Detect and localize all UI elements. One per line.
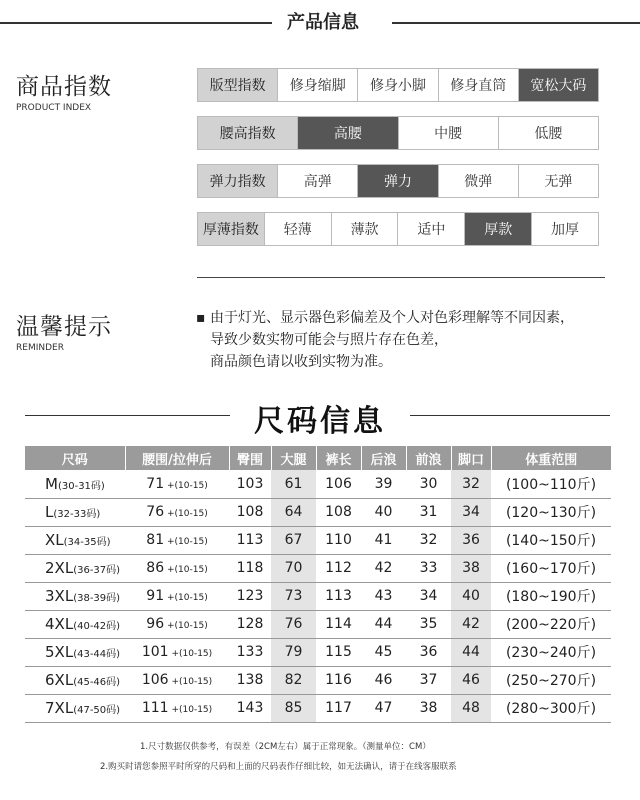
stretch-value: +(10-15) bbox=[171, 677, 213, 687]
thigh-cell: 82 bbox=[271, 666, 316, 694]
size-label: M bbox=[45, 474, 58, 493]
stretch-value: +(10-15) bbox=[166, 480, 208, 491]
hem-cell: 42 bbox=[451, 610, 491, 638]
table-row bbox=[25, 638, 611, 666]
table-row bbox=[25, 610, 611, 638]
front-rise-cell: 34 bbox=[406, 582, 451, 610]
index-row bbox=[197, 116, 599, 150]
column-header: 前浪 bbox=[406, 446, 451, 470]
column-header: 腰围/拉伸后 bbox=[125, 446, 229, 470]
reminder-title: 温馨提示 bbox=[16, 314, 112, 340]
weight-cell: (180~190斤) bbox=[491, 582, 611, 610]
thigh-cell: 61 bbox=[271, 470, 316, 498]
table-row bbox=[25, 694, 611, 722]
size-note-2: 2.购买时请您参照平时所穿的尺码和上面的尺码表作仔细比较，如无法确认，请于在线客服联系 bbox=[100, 762, 457, 772]
section-divider bbox=[197, 277, 605, 278]
size-range: (45-46码) bbox=[73, 677, 121, 688]
column-header: 脚口 bbox=[451, 446, 491, 470]
size-cell bbox=[25, 498, 125, 526]
reminder-subtitle: REMINDER bbox=[16, 343, 64, 353]
size-cell bbox=[25, 554, 125, 582]
back-rise-cell: 44 bbox=[361, 610, 406, 638]
length-cell: 110 bbox=[316, 526, 361, 554]
waist-cell bbox=[125, 554, 229, 582]
index-option: 轻薄 bbox=[264, 213, 331, 245]
size-info-title: 尺码信息 bbox=[254, 404, 386, 439]
index-option: 中腰 bbox=[398, 117, 498, 149]
waist-value: 86 bbox=[146, 560, 165, 576]
stretch-value: +(10-15) bbox=[166, 509, 208, 519]
hem-cell: 36 bbox=[451, 526, 491, 554]
back-rise-cell: 47 bbox=[361, 694, 406, 722]
size-label: L bbox=[45, 503, 54, 521]
stretch-value: +(10-15) bbox=[166, 565, 208, 575]
index-option-selected: 宽松大码 bbox=[518, 69, 598, 101]
index-option: 修身缩脚 bbox=[277, 69, 357, 101]
hem-cell: 48 bbox=[451, 694, 491, 722]
hem-cell: 38 bbox=[451, 554, 491, 582]
stretch-value: +(10-15) bbox=[171, 649, 213, 659]
back-rise-cell: 40 bbox=[361, 498, 406, 526]
size-note-1: 1.尺寸数据仅供参考，有误差（2CM左右）属于正常现象。（测量单位：CM） bbox=[140, 742, 431, 752]
hem-cell: 34 bbox=[451, 498, 491, 526]
waist-value: 106 bbox=[141, 672, 169, 688]
size-label: 2XL bbox=[45, 559, 74, 577]
hip-cell: 143 bbox=[229, 694, 271, 722]
hip-cell: 133 bbox=[229, 638, 271, 666]
front-rise-cell: 30 bbox=[406, 470, 451, 498]
table-row bbox=[25, 526, 611, 554]
index-option: 高弹 bbox=[277, 165, 357, 197]
waist-cell bbox=[125, 610, 229, 638]
index-option-selected: 厚款 bbox=[464, 213, 531, 245]
size-label: 4XL bbox=[45, 615, 74, 633]
column-header: 裤长 bbox=[316, 446, 361, 470]
size-cell bbox=[25, 694, 125, 722]
table-row bbox=[25, 498, 611, 526]
size-cell bbox=[25, 526, 125, 554]
waist-value: 96 bbox=[146, 616, 165, 632]
hip-cell: 108 bbox=[229, 498, 271, 526]
column-header: 大腿 bbox=[271, 446, 316, 470]
reminder-line: 商品颜色请以收到实物为准。 bbox=[210, 354, 392, 370]
length-cell: 116 bbox=[316, 666, 361, 694]
back-rise-cell: 46 bbox=[361, 666, 406, 694]
waist-value: 76 bbox=[146, 504, 165, 520]
size-range: (38-39码) bbox=[73, 593, 121, 604]
thigh-cell: 79 bbox=[271, 638, 316, 666]
hem-cell: 32 bbox=[451, 470, 491, 498]
size-label: 5XL bbox=[45, 643, 74, 661]
length-cell: 108 bbox=[316, 498, 361, 526]
hip-cell: 128 bbox=[229, 610, 271, 638]
index-option: 薄款 bbox=[331, 213, 398, 245]
size-table-header bbox=[25, 446, 611, 470]
table-row bbox=[25, 470, 611, 498]
length-cell: 112 bbox=[316, 554, 361, 582]
hip-cell: 138 bbox=[229, 666, 271, 694]
weight-cell: (250~270斤) bbox=[491, 666, 611, 694]
size-cell bbox=[25, 582, 125, 610]
column-header: 体重范围 bbox=[491, 446, 611, 470]
waist-cell bbox=[125, 470, 229, 498]
weight-cell: (140~150斤) bbox=[491, 526, 611, 554]
size-label: 6XL bbox=[45, 671, 74, 689]
header-rule-right bbox=[392, 22, 640, 24]
index-option: 适中 bbox=[397, 213, 464, 245]
stretch-value: +(10-15) bbox=[166, 593, 208, 603]
size-label: 3XL bbox=[45, 587, 74, 605]
front-rise-cell: 38 bbox=[406, 694, 451, 722]
thigh-cell: 85 bbox=[271, 694, 316, 722]
size-rule-right bbox=[410, 415, 610, 416]
index-option-selected: 弹力 bbox=[357, 165, 437, 197]
index-row bbox=[197, 164, 599, 198]
length-cell: 117 bbox=[316, 694, 361, 722]
front-rise-cell: 35 bbox=[406, 610, 451, 638]
reminder-line: 导致少数实物可能会与照片存在色差， bbox=[210, 332, 448, 348]
waist-cell bbox=[125, 582, 229, 610]
waist-value: 101 bbox=[141, 644, 169, 660]
back-rise-cell: 42 bbox=[361, 554, 406, 582]
index-row-label: 弹力指数 bbox=[198, 165, 277, 197]
weight-cell: (160~170斤) bbox=[491, 554, 611, 582]
size-cell bbox=[25, 610, 125, 638]
hem-cell: 44 bbox=[451, 638, 491, 666]
hip-cell: 103 bbox=[229, 470, 271, 498]
size-range: (40-42码) bbox=[73, 621, 121, 632]
size-range: (43-44码) bbox=[73, 649, 121, 660]
size-cell bbox=[25, 638, 125, 666]
size-cell bbox=[25, 470, 125, 498]
size-table bbox=[25, 446, 611, 723]
header-rule-left bbox=[0, 22, 272, 24]
size-cell bbox=[25, 666, 125, 694]
index-option: 低腰 bbox=[498, 117, 598, 149]
index-row bbox=[197, 68, 599, 102]
index-row-label: 腰高指数 bbox=[198, 117, 297, 149]
length-cell: 115 bbox=[316, 638, 361, 666]
back-rise-cell: 39 bbox=[361, 470, 406, 498]
thigh-cell: 70 bbox=[271, 554, 316, 582]
back-rise-cell: 43 bbox=[361, 582, 406, 610]
front-rise-cell: 31 bbox=[406, 498, 451, 526]
length-cell: 114 bbox=[316, 610, 361, 638]
product-index-subtitle: PRODUCT INDEX bbox=[16, 103, 92, 113]
page-title: 产品信息 bbox=[287, 12, 359, 33]
index-option: 修身直筒 bbox=[438, 69, 518, 101]
length-cell: 113 bbox=[316, 582, 361, 610]
index-row-label: 版型指数 bbox=[198, 69, 277, 101]
weight-cell: (230~240斤) bbox=[491, 638, 611, 666]
size-range: (32-33码) bbox=[53, 509, 101, 520]
size-label: 7XL bbox=[45, 699, 74, 717]
size-range: (47-50码) bbox=[73, 705, 121, 716]
index-row-label: 厚薄指数 bbox=[198, 213, 264, 245]
waist-cell bbox=[125, 498, 229, 526]
front-rise-cell: 33 bbox=[406, 554, 451, 582]
hip-cell: 123 bbox=[229, 582, 271, 610]
stretch-value: +(10-15) bbox=[166, 621, 208, 631]
waist-cell bbox=[125, 666, 229, 694]
front-rise-cell: 37 bbox=[406, 666, 451, 694]
thigh-cell: 64 bbox=[271, 498, 316, 526]
waist-cell bbox=[125, 694, 229, 722]
front-rise-cell: 32 bbox=[406, 526, 451, 554]
size-label: XL bbox=[45, 531, 64, 549]
stretch-value: +(10-15) bbox=[171, 705, 213, 715]
thigh-cell: 67 bbox=[271, 526, 316, 554]
back-rise-cell: 41 bbox=[361, 526, 406, 554]
index-option: 无弹 bbox=[518, 165, 598, 197]
column-header: 后浪 bbox=[361, 446, 406, 470]
index-option-selected: 高腰 bbox=[297, 117, 397, 149]
reminder-line: 由于灯光、显示器色彩偏差及个人对色彩理解等不同因素， bbox=[210, 310, 574, 326]
index-option: 加厚 bbox=[531, 213, 598, 245]
index-row bbox=[197, 212, 599, 246]
table-row bbox=[25, 554, 611, 582]
table-row bbox=[25, 582, 611, 610]
weight-cell: (100~110斤) bbox=[491, 470, 611, 498]
thigh-cell: 76 bbox=[271, 610, 316, 638]
length-cell: 106 bbox=[316, 470, 361, 498]
size-range: (36-37码) bbox=[73, 565, 121, 576]
front-rise-cell: 36 bbox=[406, 638, 451, 666]
size-range: (34-35码) bbox=[63, 537, 111, 548]
weight-cell: (120~130斤) bbox=[491, 498, 611, 526]
stretch-value: +(10-15) bbox=[166, 537, 208, 547]
bullet-icon: ▪ bbox=[196, 310, 206, 326]
index-option: 微弹 bbox=[438, 165, 518, 197]
size-range: (30-31码) bbox=[57, 480, 105, 492]
waist-value: 81 bbox=[146, 532, 165, 548]
hip-cell: 118 bbox=[229, 554, 271, 582]
back-rise-cell: 45 bbox=[361, 638, 406, 666]
table-row bbox=[25, 666, 611, 694]
weight-cell: (200~220斤) bbox=[491, 610, 611, 638]
column-header: 尺码 bbox=[25, 446, 125, 470]
waist-cell bbox=[125, 638, 229, 666]
hip-cell: 113 bbox=[229, 526, 271, 554]
waist-value: 111 bbox=[141, 700, 169, 716]
waist-value: 91 bbox=[146, 588, 165, 604]
product-index-title: 商品指数 bbox=[16, 74, 112, 100]
column-header: 臀围 bbox=[229, 446, 271, 470]
waist-value: 71 bbox=[146, 475, 165, 492]
waist-cell bbox=[125, 526, 229, 554]
thigh-cell: 73 bbox=[271, 582, 316, 610]
index-option: 修身小脚 bbox=[357, 69, 437, 101]
hem-cell: 46 bbox=[451, 666, 491, 694]
weight-cell: (280~300斤) bbox=[491, 694, 611, 722]
hem-cell: 40 bbox=[451, 582, 491, 610]
